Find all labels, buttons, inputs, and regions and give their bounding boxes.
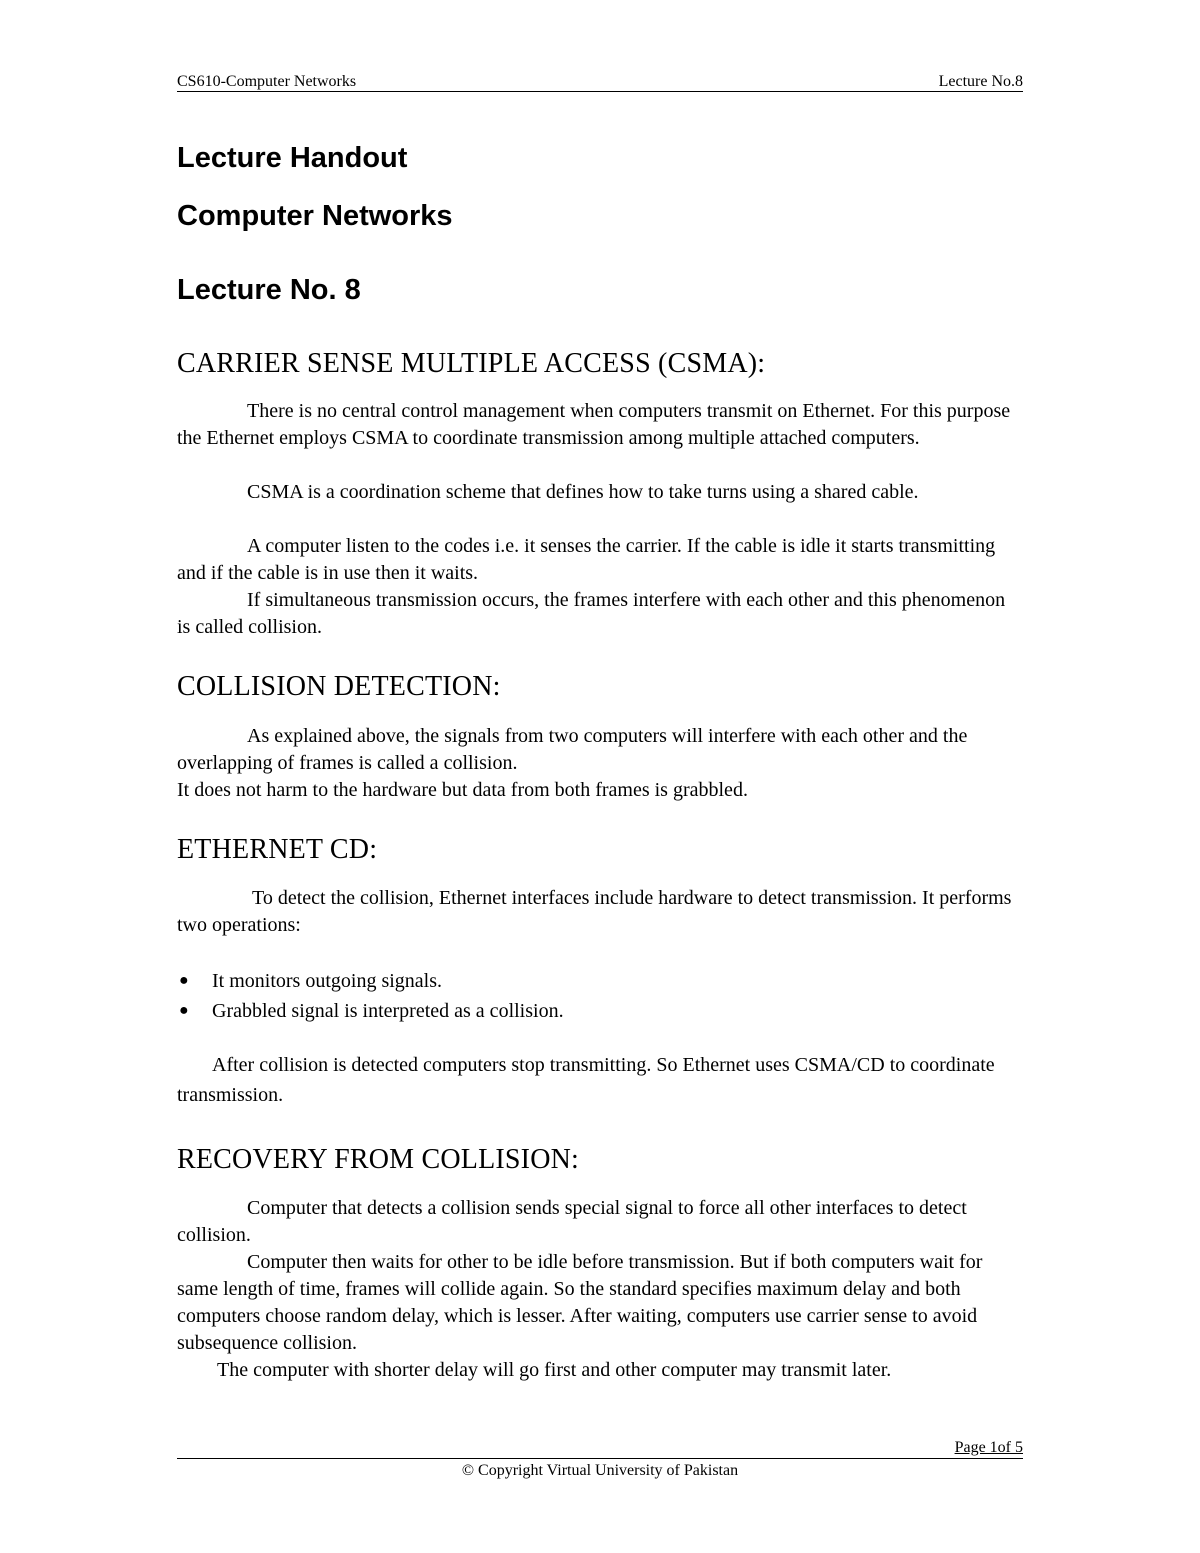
csma-paragraph-1: There is no central control management when computers transmit on Ethernet. For this purpose the Ethernet employs CSMA to coordinate transmission among multiple attached computers. [177,400,1011,449]
csma-paragraph-4: If simultaneous transmission occurs, the frames interfere with each other and this phenomenon is called collision. [177,589,1006,638]
recovery-paragraph-2: Computer then waits for other to be idle before transmission. But if both computers wait for same length of time, frames will collide again. So the standard specifies maximum delay and both computers choose random delay, which is lesser. After waiting, computers use carrier sense to avoid subsequence collision. [177,1251,983,1354]
heading-ethernet-cd: ETHERNET CD: [177,834,378,865]
bullet-icon: ● [179,1002,189,1019]
header-lecture-number: Lecture No.8 [938,73,1023,90]
document-page [177,0,1023,1553]
collision-paragraph-2: It does not harm to the hardware but data from both frames is grabbled. [177,779,748,801]
bullet-text: Grabbled signal is interpreted as a collision. [212,1000,564,1022]
recovery-paragraph-3: The computer with shorter delay will go first and other computer may transmit later. [217,1359,892,1381]
csma-paragraph-2: CSMA is a coordination scheme that defines how to take turns using a shared cable. [247,481,919,503]
csma-paragraph-3: A computer listen to the codes i.e. it senses the carrier. If the cable is idle it starts transmitting and if the cable is in use then it waits. [177,535,996,584]
footer-page-number: Page 1of 5 [954,1439,1023,1456]
ethernet-cd-paragraph-1: To detect the collision, Ethernet interfaces include hardware to detect transmission. It performs two operations: [177,887,1012,936]
ethernet-cd-paragraph-2: After collision is detected computers stop transmitting. So Ethernet uses CSMA/CD to coordinate transmission. [177,1054,995,1106]
title-course: Computer Networks [177,200,453,232]
running-header [177,73,1023,92]
footer-copyright: © Copyright Virtual University of Pakistan [461,1462,739,1479]
title-lecture-number: Lecture No. 8 [177,274,361,306]
list-item [177,966,564,996]
bullet-icon: ● [179,972,189,989]
title-lecture-handout: Lecture Handout [177,142,408,174]
collision-paragraph-1: As explained above, the signals from two computers will interfere with each other and the overlapping of frames is called a collision. [177,725,968,774]
footer-rule [177,1438,1023,1459]
heading-recovery: RECOVERY FROM COLLISION: [177,1144,580,1175]
heading-collision-detection: COLLISION DETECTION: [177,671,501,702]
bullet-text: It monitors outgoing signals. [212,970,442,992]
recovery-paragraph-1: Computer that detects a collision sends special signal to force all other interfaces to detect collision. [177,1197,967,1246]
ethernet-cd-bullet-list [177,966,564,1026]
heading-csma: CARRIER SENSE MULTIPLE ACCESS (CSMA): [177,348,766,379]
list-item [177,996,564,1026]
header-course-code: CS610-Computer Networks [177,73,357,90]
